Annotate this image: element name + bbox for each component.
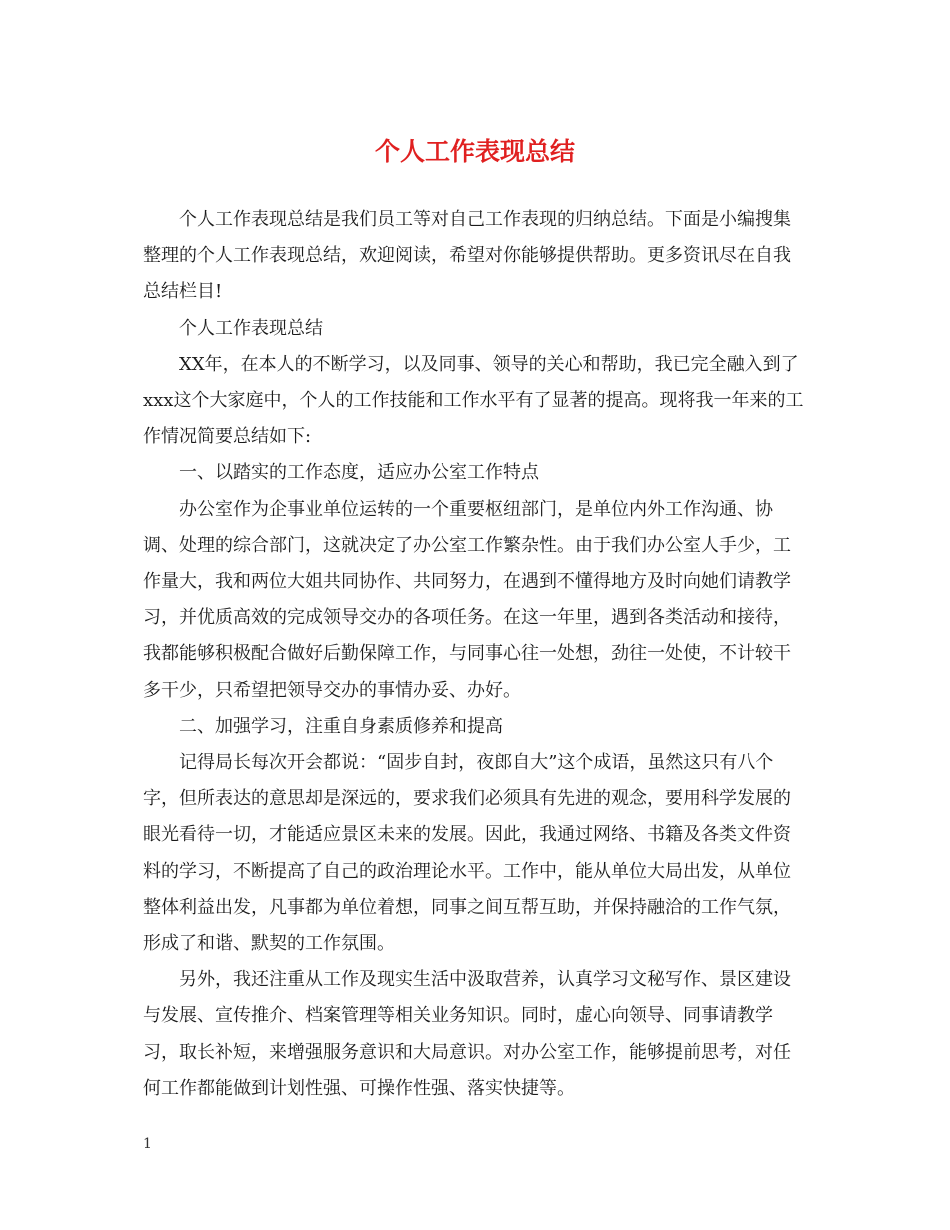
- document-title: 个人工作表现总结: [374, 137, 575, 166]
- page-number: 1: [143, 1136, 152, 1152]
- section-heading-1: 一、以踏实的工作态度，适应办公室工作特点: [179, 462, 539, 484]
- paragraph-overview: XX年，在本人的不断学习，以及同事、领导的关心和帮助，我已完全融入到了xxx这个大家庭中，个人的工作技能和工作水平有了显著的提高。现将我一年来的工作情况简要总结如下:: [143, 353, 804, 448]
- document-body: [143, 202, 808, 1107]
- paragraph-additional: 另外，我还注重从工作及现实生活中汲取营养，认真学习文秘写作、景区建设与发展、宣传推介、档案管理等相关业务知识。同时，虚心向领导、同事请教学习，取长补短，来增强服务意识和大局意识。对办公室工作，能够提前思考，对任何工作都能做到计划性强、可操作性强、落实快捷等。: [143, 969, 791, 1099]
- section-heading-2: 二、加强学习，注重自身素质修养和提高: [179, 715, 503, 737]
- paragraph-section-1: 办公室作为企事业单位运转的一个重要枢纽部门，是单位内外工作沟通、协调、处理的综合部门，这就决定了办公室工作繁杂性。由于我们办公室人手少，工作量大，我和两位大姐共同协作、共同努力，在遇到不懂得地方及时向她们请教学习，并优质高效的完成领导交办的各项任务。在这一年里，遇到各类活动和接待，我都能够积极配合做好后勤保障工作，与同事心往一处想，劲往一处使，不计较干多干少，只希望把领导交办的事情办妥、办好。: [143, 498, 791, 701]
- paragraph-intro: 个人工作表现总结是我们员工等对自己工作表现的归纳总结。下面是小编搜集整理的个人工作表现总结，欢迎阅读，希望对你能够提供帮助。更多资讯尽在自我总结栏目!: [143, 209, 791, 303]
- paragraph-subtitle: 个人工作表现总结: [179, 317, 323, 339]
- paragraph-section-2: 记得局长每次开会都说：“固步自封，夜郎自大”这个成语，虽然这只有八个字，但所表达的意思却是深远的，要求我们必须具有先进的观念，要用科学发展的眼光看待一切，才能适应景区未来的发展。因此，我通过网络、书籍及各类文件资料的学习，不断提高了自己的政治理论水平。工作中，能从单位大局出发，从单位整体利益出发，凡事都为单位着想，同事之间互帮互助，并保持融洽的工作气氛，形成了和谐、默契的工作氛围。: [143, 752, 791, 955]
